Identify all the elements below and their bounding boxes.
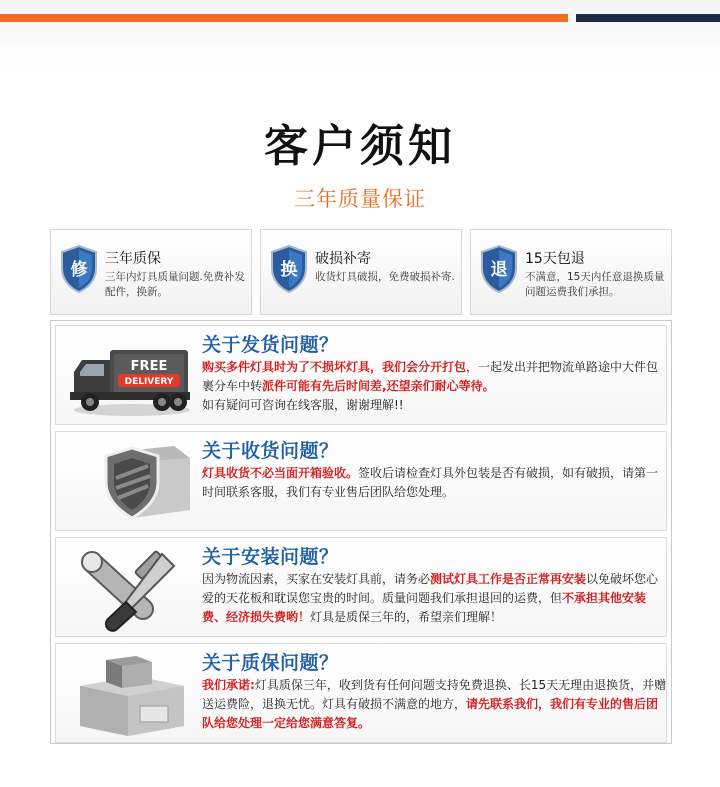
section-installation	[55, 537, 667, 637]
body-text: ，一起发出并把物流单路途中大件包裹分车中转	[202, 360, 659, 393]
orange-stripe	[0, 14, 568, 22]
guarantee-card-damage	[260, 229, 462, 315]
emphasis-text: 我们承诺:	[202, 678, 255, 692]
guarantee-title: 三年质保	[105, 251, 161, 267]
shield-repair-icon	[59, 244, 99, 294]
section-receiving	[55, 431, 667, 531]
guarantee-title: 15天包退	[525, 251, 585, 267]
navy-stripe	[576, 14, 720, 22]
page-title: 客户须知	[264, 121, 456, 172]
section-shipping	[55, 325, 667, 425]
body-text: 签收后请检查灯具外包装是否有破损，如有破损，请第一时间联系客服，我们有专业售后团队给您处理。	[202, 466, 659, 499]
notice-panel	[50, 320, 672, 744]
free-delivery-truck-icon	[66, 332, 196, 420]
guarantee-card-return	[470, 229, 672, 315]
section-title: 关于发货问题？	[202, 334, 339, 356]
wrench-screwdriver-icon	[66, 544, 196, 632]
section-body	[202, 676, 668, 733]
section-body	[202, 570, 668, 627]
guarantee-desc: 收货灯具破损，免费破损补寄.	[315, 271, 455, 283]
package-shield-icon	[66, 438, 196, 526]
section-body	[202, 464, 668, 502]
body-text: 如有疑问可咨询在线客服，谢谢理解!!	[202, 398, 404, 412]
shield-return-icon	[479, 244, 519, 294]
shield-char: 换	[280, 260, 298, 280]
truck-text-free: FREE	[130, 359, 168, 374]
guarantee-desc: 不满意，15天内任意退换质量问题运费我们承担。	[525, 271, 665, 298]
shield-exchange-icon	[269, 244, 309, 294]
body-text: 以免破坏您心爱的天花板和耽误您宝贵的时间。质量问题我们承担退回的运费，但	[202, 572, 659, 605]
guarantee-row	[50, 229, 672, 315]
section-warranty	[55, 643, 667, 743]
guarantee-title: 破损补寄	[315, 251, 371, 267]
guarantee-desc: 三年内灯具质量问题.免费补发配件，换新。	[105, 271, 245, 298]
section-title: 关于安装问题？	[202, 546, 339, 568]
emphasis-text: 测试灯具工作是否正常再安装	[430, 572, 587, 586]
shield-char: 退	[490, 260, 508, 280]
body-text: 灯具质保三年，收到货有任何问题支持免费退换、长15天无理由退换货，并赠送运费险，退换无忧。灯具有破损不满意的地方，	[202, 678, 667, 711]
emphasis-text: 请先联系我们，我们有专业的售后团队给您处理一定给您满意答复。	[202, 697, 659, 730]
section-title: 关于质保问题？	[202, 652, 339, 674]
section-body	[202, 358, 668, 415]
body-text: 因为物流因素，买家在安装灯具前，请务必	[202, 572, 431, 586]
top-banner	[0, 0, 720, 70]
emphasis-text: 灯具收货不必当面开箱验收。	[202, 466, 359, 480]
truck-text-delivery: DELIVERY	[124, 377, 174, 387]
section-title: 关于收货问题？	[202, 440, 339, 462]
shield-char: 修	[70, 260, 88, 280]
emphasis-text: 派件可能有先后时间差,还望亲们耐心等待。	[262, 379, 495, 393]
emphasis-text: 不承担其他安装费、经济损失费哟！	[202, 591, 647, 624]
body-text: 灯具是质保三年的，希望亲们理解！	[310, 610, 503, 624]
page-subtitle: 三年质量保证	[294, 187, 426, 211]
warranty-boxes-icon	[66, 650, 196, 738]
guarantee-card-warranty	[50, 229, 252, 315]
emphasis-text: 购买多件灯具时为了不损坏灯具，我们会分开打包	[202, 360, 467, 374]
